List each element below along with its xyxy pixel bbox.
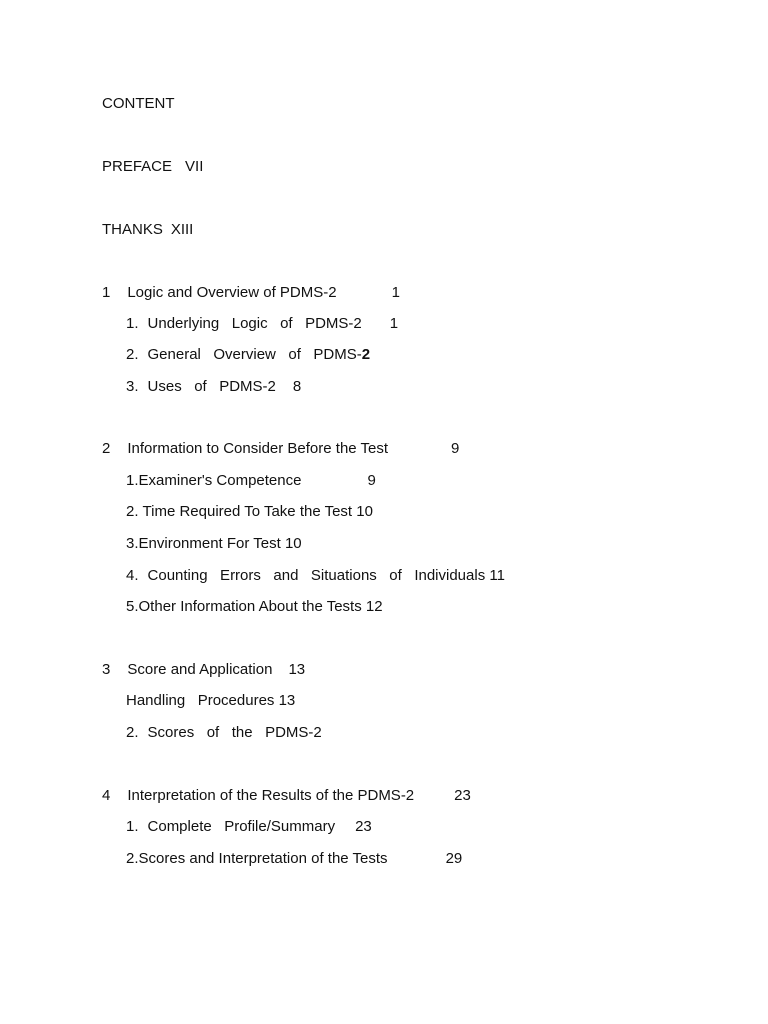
chapter-number: 3 [102,661,111,678]
chapter-2-item-1 [126,472,376,490]
item-text: General Overview of PDMS- [147,346,362,363]
chapter-4-heading [102,787,471,805]
item-number: 3. [126,535,139,552]
chapter-1-heading [102,284,400,302]
thanks-page: XIII [170,221,194,238]
chapter-4-item-2 [126,850,462,868]
chapter-2-heading [102,440,459,458]
item-text: Scores of the PDMS-2 [147,724,322,741]
item-text: Complete Profile/Summary [147,818,336,835]
item-number: 5. [126,598,139,615]
toc-title-text: CONTENT [102,95,175,112]
preface-entry [102,158,203,176]
chapter-page: 1 [391,284,400,301]
chapter-2-item-2 [126,503,373,521]
item-text: Other Information About the Tests 12 [138,598,383,615]
item-number: 4. [126,567,139,584]
item-number: 2. [126,850,139,867]
chapter-1-item-1 [126,315,398,333]
item-text: Examiner's Competence [138,472,302,489]
item-number: 3. [126,378,139,395]
item-text: Underlying Logic of PDMS-2 [147,315,362,332]
item-page: 1 [389,315,399,332]
item-text: Environment For Test 10 [138,535,302,552]
item-page: 29 [445,850,463,867]
chapter-title: Information to Consider Before the Test [127,440,389,457]
chapter-title: Logic and Overview of PDMS-2 [127,284,337,301]
chapter-title: Score and Application [127,661,273,678]
preface-label: PREFACE [102,158,173,175]
chapter-page: 13 [288,661,306,678]
chapter-2-item-4 [126,567,505,585]
toc-title [102,95,175,113]
chapter-2-item-3 [126,535,302,553]
preface-page: VII [185,158,204,175]
item-text: Counting Errors and Situations of Individuals 11 [147,567,505,584]
item-text: Handling Procedures 13 [126,692,296,709]
chapter-number: 2 [102,440,111,457]
chapter-page: 23 [454,787,471,804]
item-number: 1. [126,315,139,332]
item-number: 2. [126,346,139,363]
chapter-3-item-1 [126,692,295,710]
chapter-1-item-2 [126,346,370,364]
thanks-label: THANKS [102,221,163,238]
chapter-page: 9 [451,440,460,457]
chapter-3-heading [102,661,305,679]
chapter-number: 1 [102,284,111,301]
item-page: 8 [292,378,302,395]
item-number: 1. [126,472,139,489]
chapter-3-item-2 [126,724,322,742]
item-text-suffix: 2 [361,346,371,363]
item-number: 2. [126,724,139,741]
item-text: Uses of PDMS-2 [147,378,276,395]
item-page: 23 [355,818,372,835]
item-page: 9 [367,472,376,489]
chapter-2-item-5 [126,598,383,616]
thanks-entry [102,221,193,239]
chapter-1-item-3 [126,378,301,396]
item-number: 2. [126,503,139,520]
item-number: 1. [126,818,139,835]
chapter-number: 4 [102,787,111,804]
item-text: Time Required To Take the Test 10 [142,503,373,520]
item-text: Scores and Interpretation of the Tests [138,850,388,867]
chapter-4-item-1 [126,818,372,836]
chapter-title: Interpretation of the Results of the PDMS-2 [127,787,415,804]
